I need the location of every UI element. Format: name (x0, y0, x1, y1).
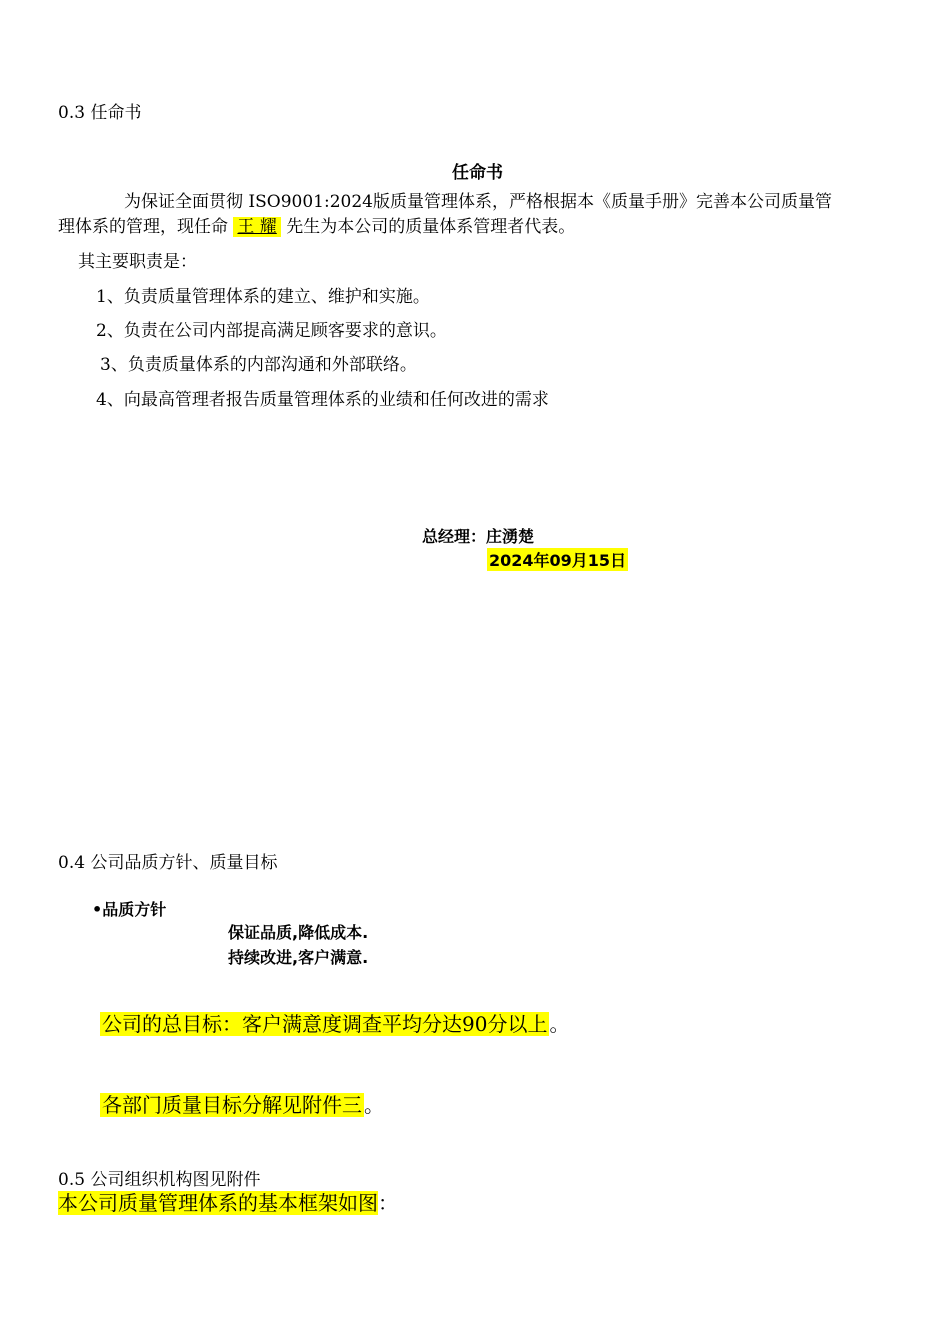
appointment-title: 任命书 (452, 163, 503, 183)
signature-date: 2024年09月15日 (487, 548, 628, 571)
appointment-paragraph-line2 (58, 213, 575, 242)
department-goals-period: 。 (364, 1093, 384, 1117)
appointment-paragraph-line1: 为保证全面贯彻 ISO9001:2024版质量管理体系，严格根据本《质量手册》完善本公司质量管 (124, 192, 832, 212)
framework-text: 本公司质量管理体系的基本框架如图 (58, 1191, 378, 1215)
appointee-name: 王 耀 (233, 217, 280, 237)
signer: 总经理：庄湧楚 (422, 527, 535, 546)
duty-item: 2、负责在公司内部提高满足顾客要求的意识。 (96, 321, 447, 341)
section-heading-0-3: 0.3 任命书 (58, 103, 142, 123)
overall-goal-text: 公司的总目标：客户满意度调查平均分达90分以上 (102, 1012, 548, 1036)
framework-line (58, 1187, 398, 1216)
duty-item: 1、负责质量管理体系的建立、维护和实施。 (96, 287, 430, 307)
section-heading-0-4: 0.4 公司品质方针、质量目标 (58, 853, 278, 873)
duties-intro: 其主要职责是： (78, 252, 197, 272)
section-heading-0-5: 0.5 公司组织机构图见附件 (58, 1170, 261, 1190)
policy-line: 保证品质,降低成本. (228, 923, 369, 942)
department-goals (100, 1089, 384, 1118)
framework-colon: ： (378, 1191, 398, 1215)
overall-goal (100, 1008, 569, 1037)
duty-item: 3、负责质量体系的内部沟通和外部联络。 (100, 355, 417, 375)
paragraph-prefix: 理体系的管理，现任命 (58, 217, 228, 237)
paragraph-suffix: 先生为本公司的质量体系管理者代表。 (286, 217, 576, 237)
policy-line: 持续改进,客户满意. (228, 948, 369, 967)
department-goals-text: 各部门质量目标分解见附件三 (102, 1093, 362, 1117)
overall-goal-period: 。 (549, 1012, 570, 1036)
duty-item: 4、向最高管理者报告质量管理体系的业绩和任何改进的需求 (96, 390, 549, 410)
policy-heading: •品质方针 (92, 900, 167, 919)
